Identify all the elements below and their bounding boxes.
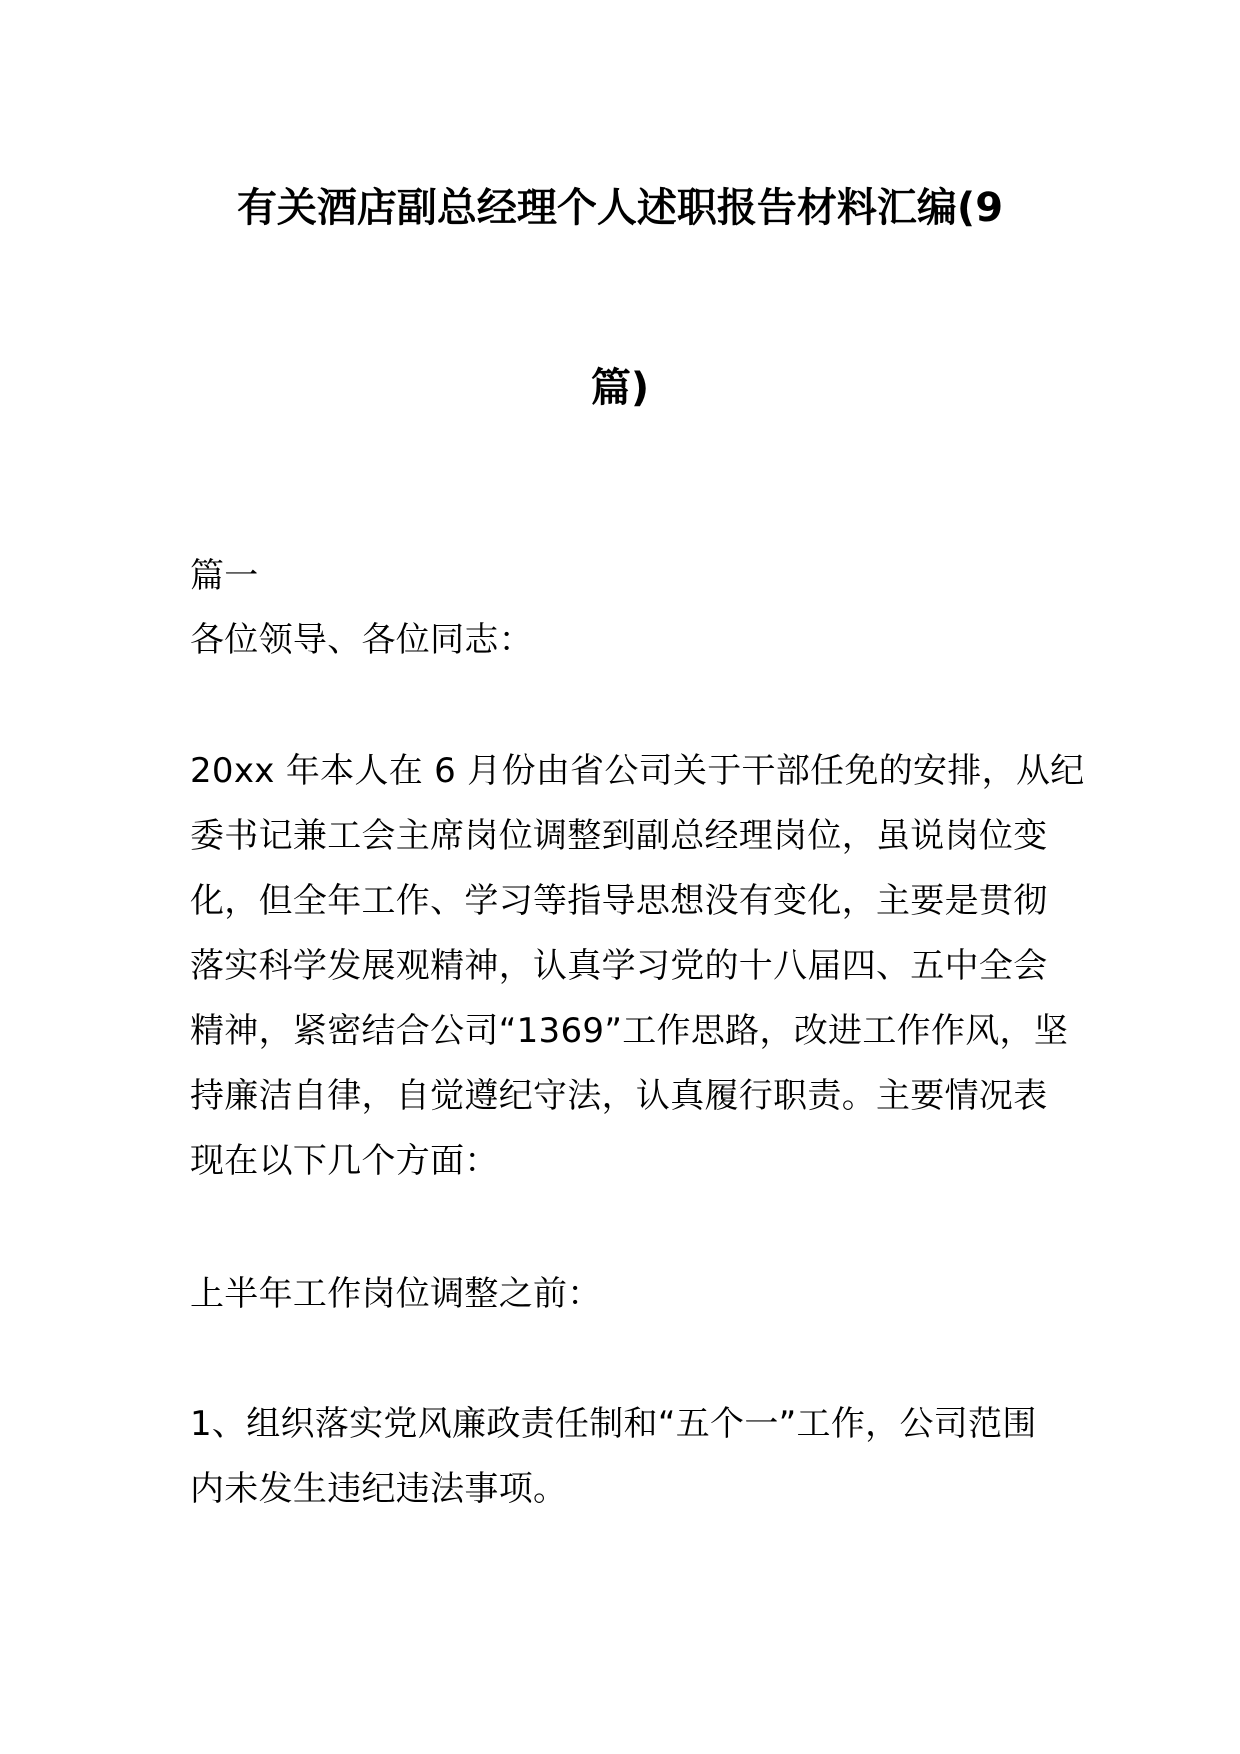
section-heading: 篇一: [190, 556, 259, 596]
list-item-line: 内未发生违纪违法事项。: [190, 1469, 568, 1509]
paragraph-line: 持廉洁自律，自觉遵纪守法，认真履行职责。主要情况表: [190, 1076, 1048, 1116]
greeting: 各位领导、各位同志：: [190, 620, 533, 660]
document-title-line-2: 篇): [590, 365, 650, 411]
paragraph-line: 委书记兼工会主席岗位调整到副总经理岗位，虽说岗位变: [190, 816, 1048, 856]
paragraph-line: 20xx 年本人在 6 月份由省公司关于干部任免的安排，从纪: [190, 751, 1085, 791]
paragraph-line: 现在以下几个方面：: [190, 1141, 499, 1181]
paragraph-1: [190, 739, 1085, 1194]
list-item-1: [190, 1392, 1070, 1522]
document-title-line-1: 有关酒店副总经理个人述职报告材料汇编(9: [236, 185, 1004, 231]
paragraph-line: 落实科学发展观精神，认真学习党的十八届四、五中全会: [190, 946, 1048, 986]
paragraph-line: 化，但全年工作、学习等指导思想没有变化，主要是贯彻: [190, 881, 1048, 921]
paragraph-line: 精神，紧密结合公司“1369”工作思路，改进工作作风，坚: [190, 1011, 1069, 1051]
list-item-line: 1、组织落实党风廉政责任制和“五个一”工作，公司范围: [190, 1404, 1037, 1444]
subsection-heading: 上半年工作岗位调整之前：: [190, 1274, 602, 1314]
